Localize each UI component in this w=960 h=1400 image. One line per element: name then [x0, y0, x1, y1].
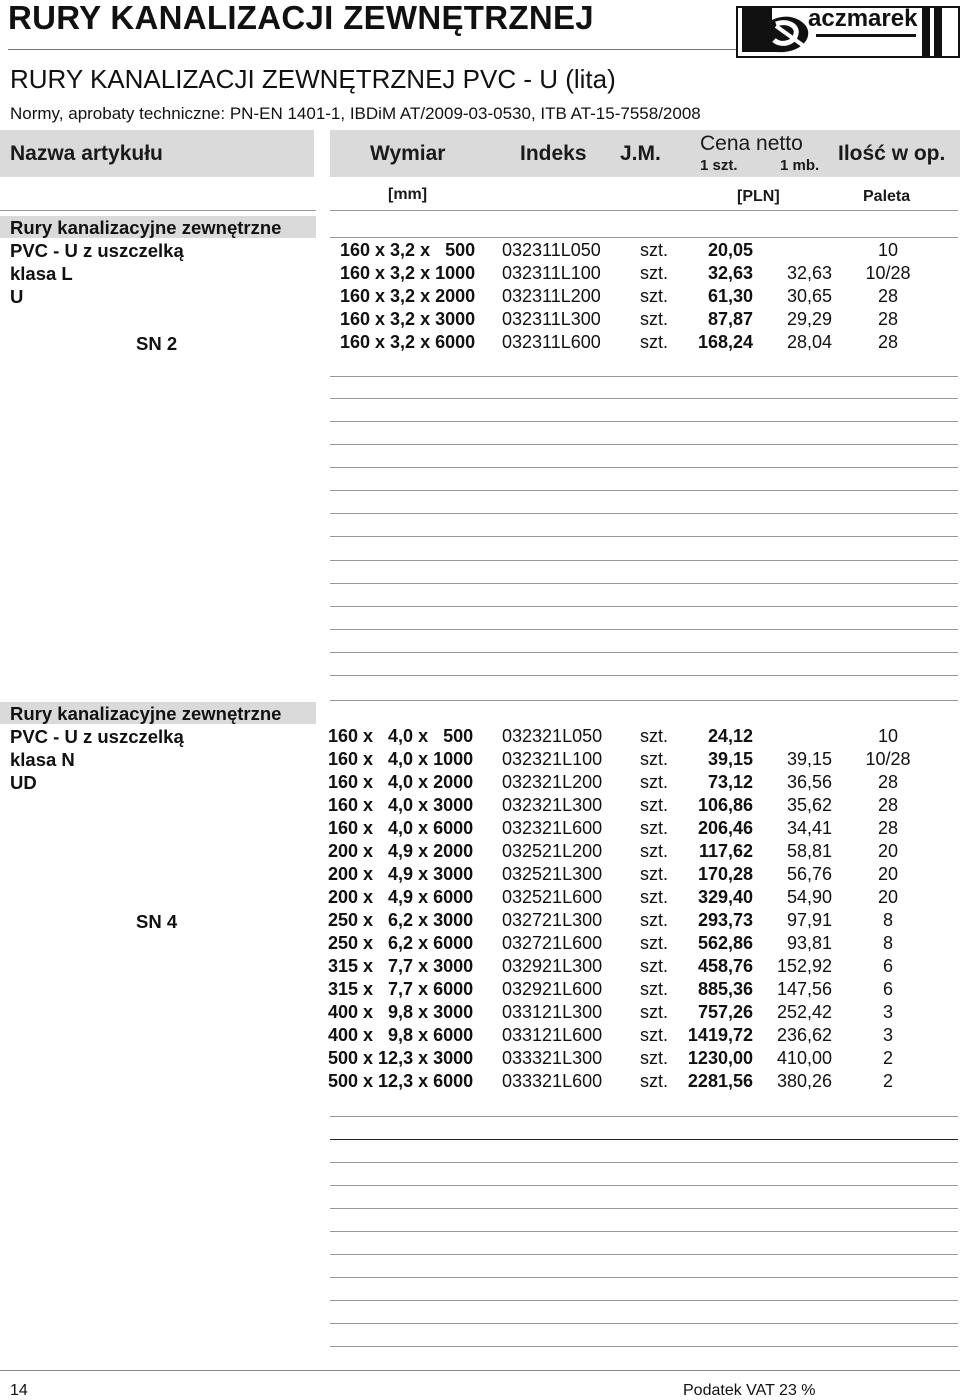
subtitle: RURY KANALIZACJI ZEWNĘTRZNEJ PVC - U (lita) — [10, 64, 616, 94]
header-price: Cena netto — [700, 132, 803, 155]
kaczmarek-logo — [736, 0, 960, 62]
row-index: 032311L050 — [502, 240, 601, 260]
empty-row-line — [330, 560, 958, 561]
row-index: 033121L300 — [502, 1002, 603, 1022]
row-price-per-meter: 97,91 — [786, 910, 832, 930]
row-price-per-meter: 252,42 — [776, 1002, 832, 1022]
empty-row-line — [330, 398, 958, 399]
row-price: 2281,56 — [687, 1071, 753, 1091]
row-price-per-meter: 152,92 — [776, 956, 832, 976]
row-index: 032311L300 — [502, 309, 601, 329]
row-qty: 2 — [882, 1048, 893, 1068]
row-qty: 20 — [877, 864, 899, 884]
header-qty: Ilość w op. — [838, 142, 946, 165]
table-row — [0, 910, 960, 933]
row-index: 032721L600 — [502, 933, 603, 953]
row-size: 400 x 9,8 x 6000 — [328, 1025, 474, 1045]
empty-row-line — [330, 376, 958, 377]
row-qty: 3 — [882, 1025, 893, 1045]
row-price: 458,76 — [697, 956, 753, 976]
row-unit: szt. — [640, 841, 669, 861]
tax-note: Podatek VAT 23 % — [683, 1382, 816, 1399]
row-price-per-meter: 28,04 — [786, 332, 832, 352]
empty-row-line — [330, 513, 958, 514]
row-size: 160 x 4,0 x 6000 — [328, 818, 474, 838]
table-row — [0, 309, 960, 332]
row-size: 160 x 3,2 x 2000 — [340, 286, 476, 306]
table-row — [0, 979, 960, 1002]
row-unit: szt. — [640, 956, 669, 976]
row-price-per-meter: 58,81 — [786, 841, 832, 861]
table-row — [0, 749, 960, 772]
row-price-per-meter: 380,26 — [776, 1071, 832, 1091]
row-qty: 6 — [882, 956, 893, 976]
group-label: U — [10, 286, 24, 307]
empty-row-line — [330, 490, 958, 491]
row-index: 032321L300 — [502, 795, 603, 815]
row-qty: 10/28 — [865, 749, 911, 769]
table-row — [0, 286, 960, 309]
empty-row-line — [330, 1231, 958, 1232]
row-qty: 28 — [877, 332, 899, 352]
row-price: 87,87 — [707, 309, 753, 329]
page-number: 14 — [10, 1382, 28, 1399]
class-label: SN 2 — [136, 333, 178, 354]
row-index: 033321L600 — [502, 1071, 603, 1091]
row-index: 033121L600 — [502, 1025, 603, 1045]
table-row — [0, 1002, 960, 1025]
row-index: 032311L600 — [502, 332, 601, 352]
row-price: 24,12 — [707, 726, 753, 746]
row-price: 106,86 — [697, 795, 753, 815]
row-qty: 28 — [877, 818, 899, 838]
row-unit: szt. — [640, 864, 669, 884]
row-price: 61,30 — [707, 286, 753, 306]
table-row — [0, 956, 960, 979]
header-price-meter: 1 mb. — [780, 157, 820, 174]
row-index: 032321L200 — [502, 772, 603, 792]
row-price: 170,28 — [697, 864, 753, 884]
row-price-per-meter: 32,63 — [786, 263, 832, 283]
row-price: 885,36 — [697, 979, 753, 999]
row-qty: 3 — [882, 1002, 893, 1022]
empty-row-line — [330, 675, 958, 676]
empty-row-line — [330, 1323, 958, 1324]
row-unit: szt. — [640, 1025, 669, 1045]
row-unit: szt. — [640, 309, 669, 329]
row-price-per-meter: 36,56 — [786, 772, 832, 792]
empty-row-line — [330, 583, 958, 584]
empty-row-line — [330, 629, 958, 630]
row-size: 200 x 4,9 x 2000 — [328, 841, 474, 861]
norms-text: Normy, aprobaty techniczne: PN-EN 1401-1, IBDiM AT/2009-03-0530, ITB AT-15-7558/2008 — [10, 104, 701, 123]
empty-row-line — [330, 606, 958, 607]
row-size: 160 x 3,2 x 1000 — [340, 263, 476, 283]
table-row — [0, 887, 960, 910]
divider — [330, 210, 958, 211]
row-index: 032921L300 — [502, 956, 603, 976]
row-index: 033321L300 — [502, 1048, 603, 1068]
group-label: UD — [10, 772, 37, 793]
divider — [330, 700, 958, 701]
empty-row-line — [330, 1346, 958, 1347]
empty-row-line — [330, 536, 958, 537]
row-unit: szt. — [640, 910, 669, 930]
row-price-per-meter: 35,62 — [786, 795, 832, 815]
row-qty: 20 — [877, 841, 899, 861]
empty-row-line — [330, 1254, 958, 1255]
row-size: 160 x 4,0 x 2000 — [328, 772, 474, 792]
footer-divider — [0, 1370, 960, 1371]
row-price: 757,26 — [697, 1002, 753, 1022]
row-qty: 10 — [877, 240, 899, 260]
row-qty: 28 — [877, 286, 899, 306]
row-price: 117,62 — [698, 841, 753, 861]
divider — [0, 210, 316, 211]
row-price: 73,12 — [707, 772, 753, 792]
row-qty: 8 — [882, 910, 893, 930]
row-size: 400 x 9,8 x 3000 — [328, 1002, 474, 1022]
row-unit: szt. — [640, 726, 669, 746]
row-size: 500 x 12,3 x 6000 — [328, 1071, 474, 1091]
row-unit: szt. — [640, 772, 669, 792]
table-row — [0, 841, 960, 864]
row-price: 206,46 — [697, 818, 753, 838]
empty-row-line — [330, 444, 958, 445]
logo-text: aczmarek — [808, 5, 918, 32]
row-size: 200 x 4,9 x 3000 — [328, 864, 474, 884]
group-label: PVC - U z uszczelką — [10, 726, 184, 747]
row-size: 160 x 4,0 x 1000 — [328, 749, 474, 769]
row-index: 032921L600 — [502, 979, 603, 999]
row-price: 1230,00 — [687, 1048, 753, 1068]
row-price: 168,24 — [697, 332, 753, 352]
row-price-per-meter: 93,81 — [786, 933, 832, 953]
row-index: 032521L200 — [502, 841, 603, 861]
row-index: 032321L600 — [502, 818, 603, 838]
row-qty: 8 — [882, 933, 893, 953]
row-qty: 28 — [877, 309, 899, 329]
title-divider — [8, 49, 736, 50]
row-price: 293,73 — [697, 910, 753, 930]
header-unit: J.M. — [620, 142, 661, 165]
row-unit: szt. — [640, 818, 669, 838]
row-size: 160 x 3,2 x 3000 — [340, 309, 476, 329]
row-price: 329,40 — [697, 887, 753, 907]
row-size: 250 x 6,2 x 3000 — [328, 910, 474, 930]
header-size-unit: [mm] — [388, 186, 428, 203]
row-size: 160 x 3,2 x 6000 — [340, 332, 476, 352]
row-price-per-meter: 410,00 — [776, 1048, 832, 1068]
row-unit: szt. — [640, 1048, 669, 1068]
table-row — [0, 933, 960, 956]
empty-row-line — [330, 421, 958, 422]
row-qty: 28 — [877, 772, 899, 792]
empty-row-line — [330, 1162, 958, 1163]
row-unit: szt. — [640, 979, 669, 999]
row-price: 562,86 — [697, 933, 753, 953]
row-size: 160 x 4,0 x 500 — [328, 726, 474, 746]
header-price-piece: 1 szt. — [700, 157, 738, 174]
row-unit: szt. — [640, 263, 669, 283]
class-label: SN 4 — [136, 911, 178, 932]
row-index: 032521L300 — [502, 864, 603, 884]
row-qty: 2 — [882, 1071, 893, 1091]
row-size: 500 x 12,3 x 3000 — [328, 1048, 474, 1068]
row-index: 032311L100 — [502, 263, 601, 283]
table-row — [0, 1048, 960, 1071]
header-qty-unit: Paleta — [863, 188, 911, 205]
row-size: 315 x 7,7 x 6000 — [328, 979, 474, 999]
row-size: 250 x 6,2 x 6000 — [328, 933, 474, 953]
row-unit: szt. — [640, 332, 669, 352]
row-price-per-meter: 147,56 — [776, 979, 832, 999]
row-price: 20,05 — [707, 240, 753, 260]
row-unit: szt. — [640, 240, 669, 260]
row-price: 32,63 — [707, 263, 753, 283]
row-price-per-meter: 29,29 — [786, 309, 832, 329]
row-size: 315 x 7,7 x 3000 — [328, 956, 474, 976]
page-title: RURY KANALIZACJI ZEWNĘTRZNEJ — [8, 0, 594, 36]
empty-row-line — [330, 1139, 958, 1140]
table-row — [0, 263, 960, 286]
table-row — [0, 818, 960, 841]
table-row — [0, 772, 960, 795]
table-row — [0, 1025, 960, 1048]
empty-row-line — [330, 1185, 958, 1186]
row-index: 032321L100 — [502, 749, 603, 769]
row-unit: szt. — [640, 1002, 669, 1022]
empty-row-line — [330, 467, 958, 468]
row-unit: szt. — [640, 795, 669, 815]
row-price-per-meter: 39,15 — [786, 749, 832, 769]
empty-row-line — [330, 1116, 958, 1117]
table-row — [0, 240, 960, 263]
row-price: 1419,72 — [687, 1025, 753, 1045]
row-price-per-meter: 56,76 — [786, 864, 832, 884]
row-price-per-meter: 236,62 — [776, 1025, 832, 1045]
table-row — [0, 332, 960, 355]
row-qty: 10 — [877, 726, 899, 746]
row-index: 032521L600 — [502, 887, 603, 907]
row-unit: szt. — [640, 933, 669, 953]
divider — [330, 237, 958, 238]
table-row — [0, 795, 960, 818]
row-price-per-meter: 30,65 — [786, 286, 832, 306]
row-qty: 6 — [882, 979, 893, 999]
row-price: 39,15 — [707, 749, 753, 769]
row-size: 200 x 4,9 x 6000 — [328, 887, 474, 907]
empty-row-line — [330, 1277, 958, 1278]
table-row — [0, 726, 960, 749]
row-price-per-meter: 54,90 — [786, 887, 832, 907]
empty-row-line — [330, 1300, 958, 1301]
row-qty: 10/28 — [865, 263, 911, 283]
row-index: 032721L300 — [502, 910, 603, 930]
header-price-unit: [PLN] — [737, 188, 780, 205]
empty-row-line — [330, 652, 958, 653]
row-unit: szt. — [640, 1071, 669, 1091]
header-name: Nazwa artykułu — [10, 142, 163, 165]
row-price-per-meter: 34,41 — [786, 818, 832, 838]
row-qty: 20 — [877, 887, 899, 907]
group-label: klasa L — [10, 263, 73, 284]
row-size: 160 x 4,0 x 3000 — [328, 795, 474, 815]
table-row — [0, 1071, 960, 1094]
table-row — [0, 864, 960, 887]
header-size: Wymiar — [370, 142, 446, 165]
group-label: PVC - U z uszczelką — [10, 240, 184, 261]
empty-row-line — [330, 1208, 958, 1209]
group-label: klasa N — [10, 749, 75, 770]
row-size: 160 x 3,2 x 500 — [340, 240, 476, 260]
header-index: Indeks — [520, 142, 587, 165]
row-index: 032321L050 — [502, 726, 603, 746]
row-unit: szt. — [640, 286, 669, 306]
group-title: Rury kanalizacyjne zewnętrzne — [10, 703, 282, 724]
row-unit: szt. — [640, 749, 669, 769]
row-index: 032311L200 — [502, 286, 601, 306]
group-title: Rury kanalizacyjne zewnętrzne — [10, 217, 282, 238]
row-qty: 28 — [877, 795, 899, 815]
row-unit: szt. — [640, 887, 669, 907]
